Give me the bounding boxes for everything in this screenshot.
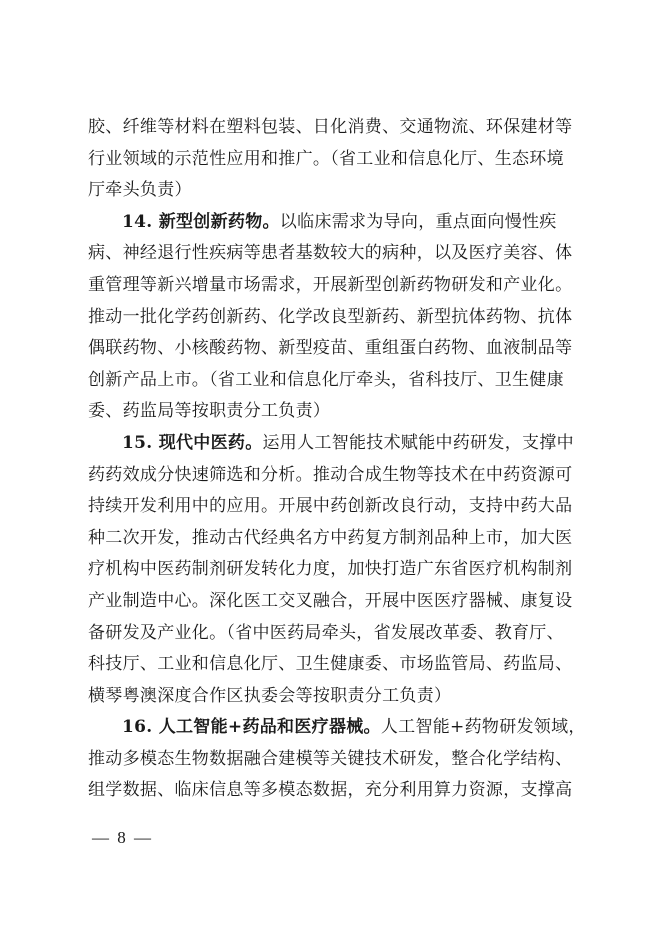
line-text: 疗机构中医药制剂研发转化力度，加快打造广东省医疗机构制剂: [88, 559, 573, 580]
section-heading: 15. 现代中医药。: [122, 432, 263, 453]
body-text: [88, 112, 586, 807]
line-text: 胶、纤维等材料在塑料包装、日化消费、交通物流、环保建材等: [88, 117, 573, 137]
line-text: 推动多模态生物数据融合建模等关键技术研发，整合化学结构、: [88, 748, 573, 769]
text-line: [88, 302, 576, 334]
text-line: [88, 775, 576, 807]
text-line: [88, 491, 576, 523]
text-line: [88, 618, 576, 650]
line-text: 运用人工智能技术赋能中药研发，支撑中: [262, 432, 574, 453]
line-text: 推动一批化学药创新药、化学改良型新药、新型抗体药物、抗体: [88, 306, 573, 327]
text-line: [88, 428, 576, 460]
text-line: [88, 144, 576, 176]
text-line: [88, 744, 576, 776]
line-text: 创新产品上市。（省工业和信息化厅牵头，省科技厅、卫生健康: [88, 369, 564, 390]
text-line: [88, 365, 576, 397]
text-line: [88, 586, 576, 618]
line-text: 以临床需求为导向，重点面向慢性疾: [279, 211, 557, 232]
text-line: [88, 681, 576, 713]
line-text: 行业领域的示范性应用和推广。（省工业和信息化厅、生态环境: [88, 148, 564, 169]
text-line: [88, 333, 576, 365]
text-line: [88, 523, 576, 555]
line-text: 组学数据、临床信息等多模态数据，充分利用算力资源，支撑高: [88, 780, 573, 801]
text-line: [88, 649, 576, 681]
line-text: 偶联药物、小核酸药物、新型疫苗、重组蛋白药物、血液制品等: [88, 338, 573, 359]
line-text: 厅牵头负责）: [88, 180, 192, 201]
text-line: [88, 270, 576, 302]
text-line: [88, 554, 576, 586]
line-text: 种二次开发，推动古代经典名方中药复方制剂品种上市，加大医: [88, 527, 573, 548]
line-text: 横琴粤澳深度合作区执委会等按职责分工负责）: [88, 685, 452, 706]
line-text: 科技厅、工业和信息化厅、卫生健康委、市场监管局、药监局、: [88, 654, 573, 675]
line-text: 药药效成分快速筛选和分析。推动合成生物等技术在中药资源可: [88, 464, 573, 485]
text-line: [88, 712, 586, 744]
line-text: 备研发及产业化。（省中医药局牵头，省发展改革委、教育厅、: [88, 622, 564, 643]
line-text: 人工智能+药物研发领域，: [380, 717, 586, 738]
line-text: 病、神经退行性疾病等患者基数较大的病种，以及医疗美容、体: [88, 243, 573, 264]
text-line: [88, 460, 576, 492]
line-text: 重管理等新兴增量市场需求，开展新型创新药物研发和产业化。: [88, 274, 573, 295]
page-number: — 8 —: [92, 828, 153, 847]
section-heading: 16. 人工智能+药品和医疗器械。: [122, 717, 381, 738]
text-line: [88, 396, 576, 428]
text-line: [88, 238, 576, 270]
text-line: [88, 112, 576, 144]
text-line: [88, 175, 576, 207]
section-heading: 14. 新型创新药物。: [122, 211, 280, 232]
line-text: 产业制造中心。深化医工交叉融合，开展中医医疗器械、康复设: [88, 590, 573, 611]
line-text: 持续开发利用中的应用。开展中药创新改良行动，支持中药大品: [88, 496, 573, 517]
line-text: 委、药监局等按职责分工负责）: [88, 401, 331, 422]
text-line: [88, 207, 576, 239]
